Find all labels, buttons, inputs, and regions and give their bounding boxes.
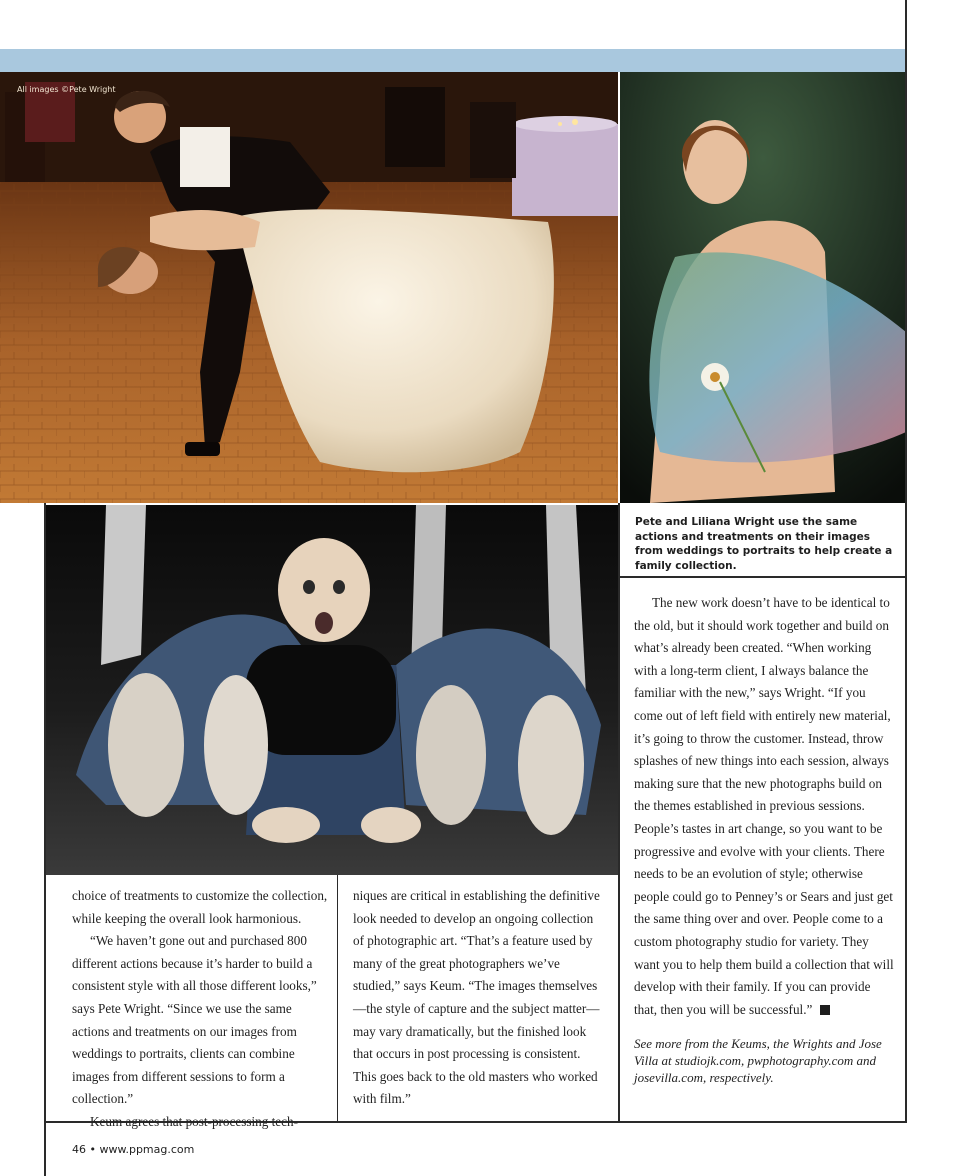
paragraph xyxy=(634,592,894,1021)
column-divider-right xyxy=(618,503,620,1122)
caption-rule xyxy=(619,576,906,578)
maternity-portrait-photo xyxy=(620,72,906,503)
see-more-note: See more from the Keums, the Wrights and Jose Villa at studiojk.com, pwphotography.com and josevilla.com, respectively. xyxy=(634,1036,882,1086)
text-column-middle xyxy=(353,885,603,1111)
page-folio: 46 • www.ppmag.com xyxy=(72,1143,195,1156)
paragraph: niques are critical in establishing the definitive look needed to develop an ongoing collection of photographic art. “That’s a feature used by many of the great photographers we’ve studied,” says Keum. “The images themselves—the style of capture and the subject matter—may vary dramatically, but the finished look that occurs in post processing is consistent. This goes back to the old masters who worked with film.” xyxy=(353,888,600,1107)
right-rule xyxy=(905,0,907,1122)
text-column-right xyxy=(634,592,894,1086)
paragraph-text: The new work doesn’t have to be identical to the old, but it should work together and build on what’s already been created. “When working with a long-term client, I always balance the familiar with the new,” says Wright. “If you come out of left field with entirely new material, it’s going to throw the customer. Instead, throw splashes of new things into each session, always making sure that the new photographs build on the themes established in previous sessions. People’s tastes in art change, so you want to be progressive and evolve with your clients. There needs to be an evolution of style; otherwise people could go to Penney’s or Sears and just get the same thing over and over. People come to a custom photography studio for variety. They want you to help them build a collection that will develop with their family. If you can provide that, then you will be successful.” xyxy=(634,595,894,1017)
baby-with-feet-photo xyxy=(46,505,618,875)
wedding-dance-photo xyxy=(0,72,618,503)
accent-bar xyxy=(0,49,906,72)
paragraph: choice of treatments to customize the collection, while keeping the overall look harmonious. xyxy=(72,888,328,926)
text-column-left xyxy=(72,885,330,1134)
paragraph: “We haven’t gone out and purchased 800 different actions because it’s harder to build a consistent style with all those different looks,” says Pete Wright. “Since we use the same actions and treatments on our images from weddings to portraits, clients can combine images from different sessions to form a collection.” xyxy=(72,933,317,1107)
photo-credit: All images ©Pete Wright xyxy=(17,85,116,94)
end-mark-icon xyxy=(820,1005,830,1015)
paragraph: Keum agrees that post-processing tech- xyxy=(90,1113,298,1129)
column-divider-middle xyxy=(337,875,338,1122)
left-rule xyxy=(44,503,46,1176)
photo-caption: Pete and Liliana Wright use the same actions and treatments on their images from weddings to portraits to help create a family collection. xyxy=(635,516,893,572)
